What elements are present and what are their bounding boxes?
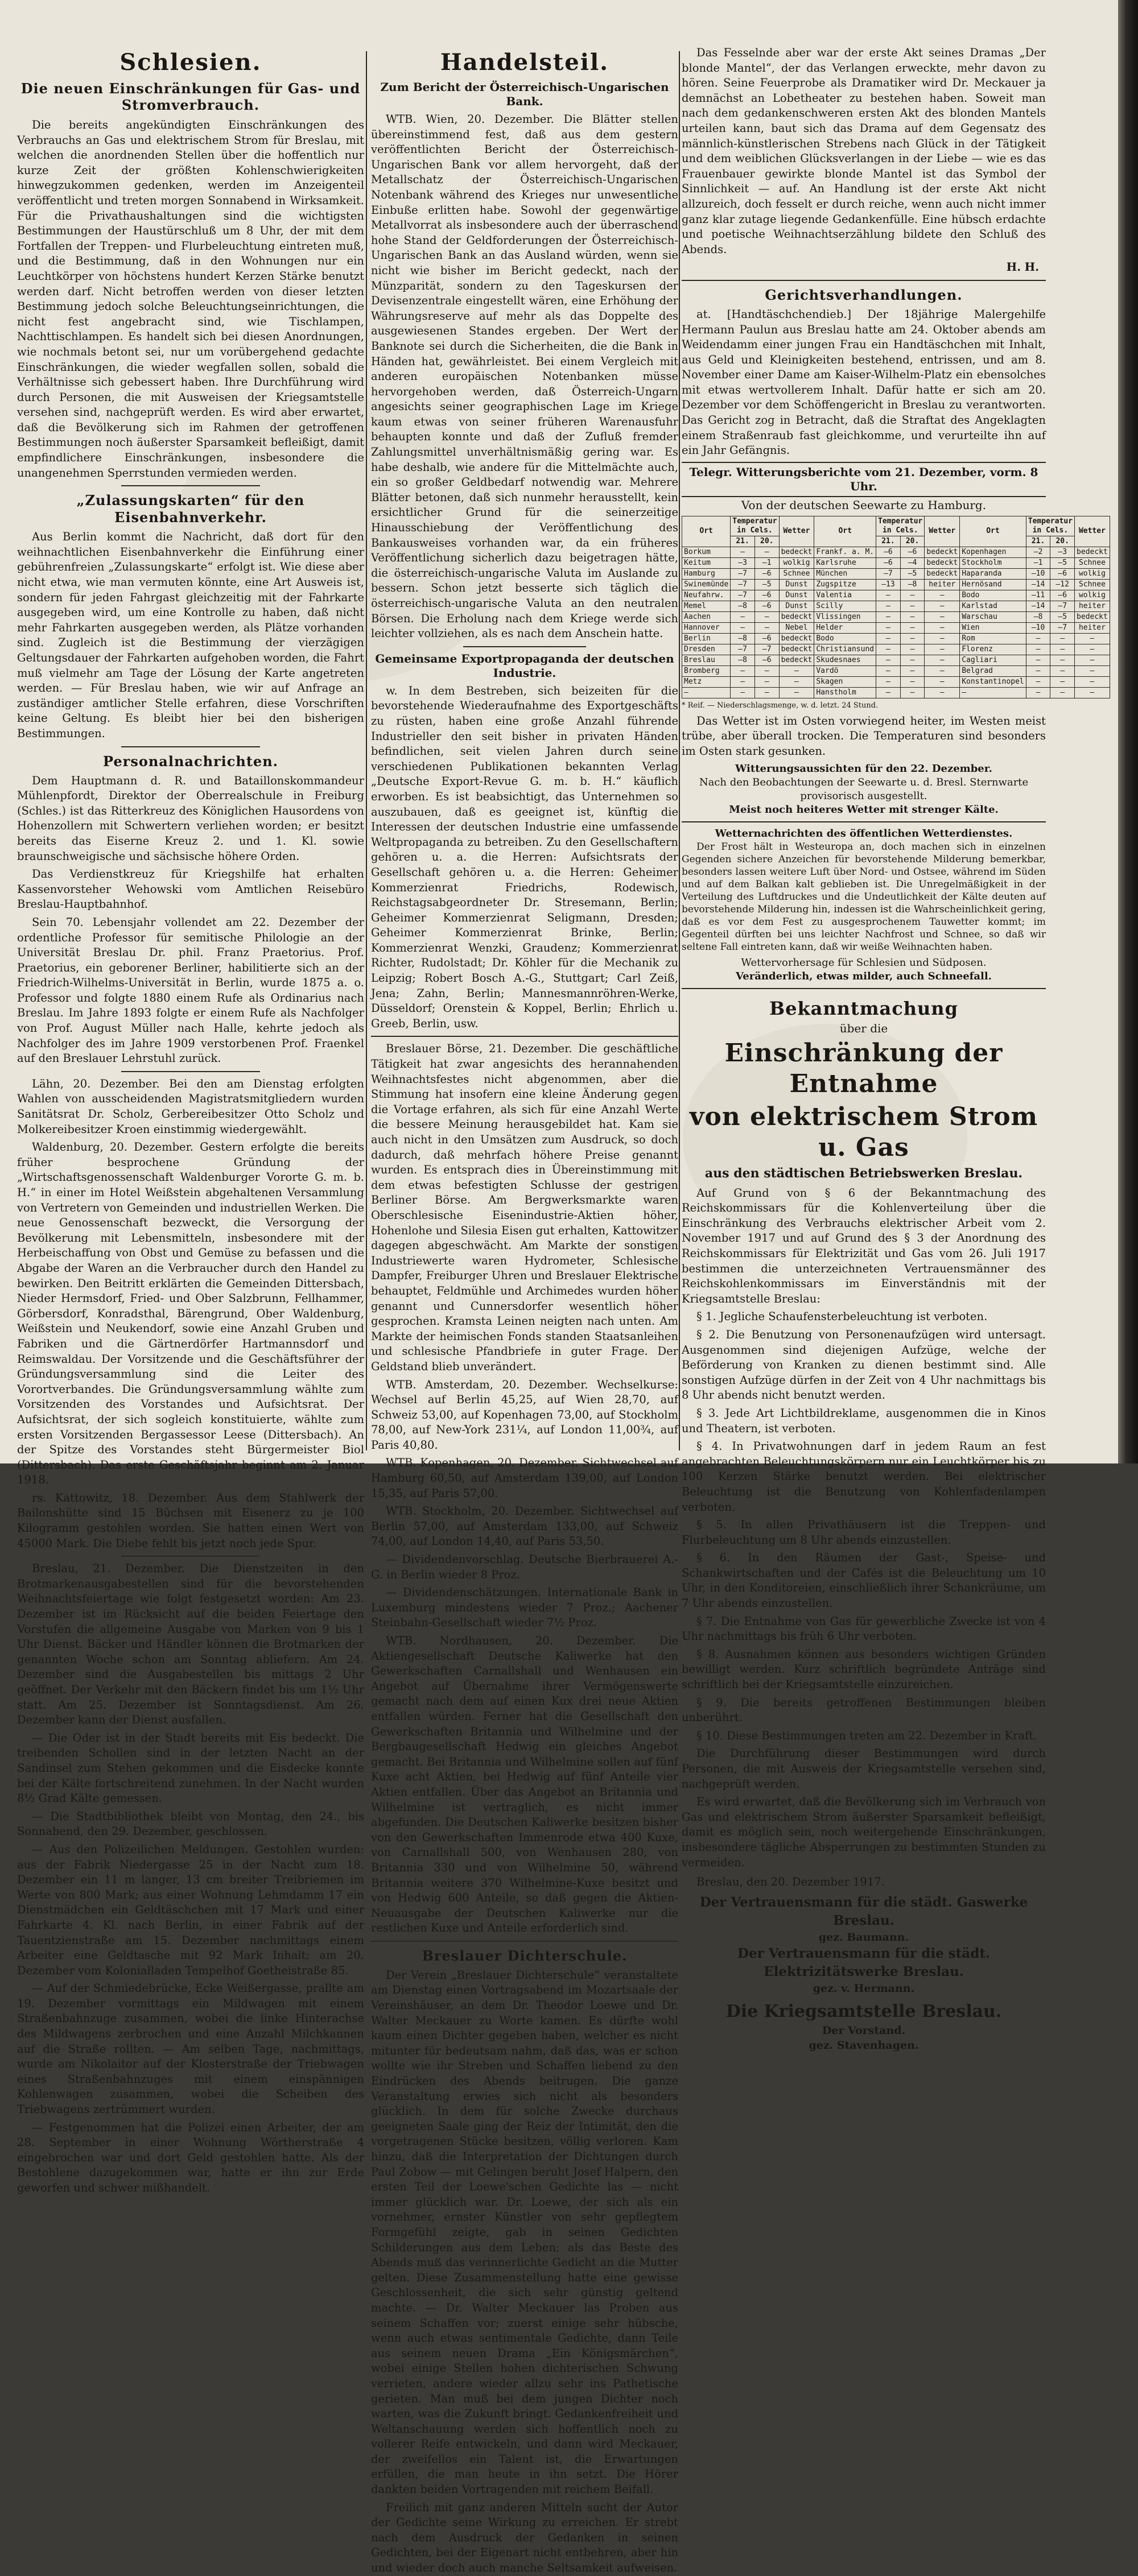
weather-place: Borkum bbox=[682, 547, 731, 557]
weather-condition: Schnee bbox=[1075, 579, 1110, 590]
weather-temperature: —14 bbox=[1026, 579, 1050, 590]
weather-place: Haparanda bbox=[960, 568, 1026, 579]
signature-gaswerke: Der Vertrauensmann für die städt. Gaswerke Breslau. bbox=[699, 1894, 1028, 1928]
weather-place: Memel bbox=[682, 601, 731, 611]
weather-temperature: — bbox=[900, 644, 925, 655]
weather-temperature: —2 bbox=[1026, 547, 1050, 557]
weather-temperature: — bbox=[876, 590, 901, 601]
weather-condition: Nebel bbox=[779, 622, 814, 633]
announcement-section: Die Durchführung dieser Bestimmungen wird durch Personen, die mit Ausweis der Kriegsamtstelle versehen sind, nachgeprüft werden. bbox=[682, 1747, 1046, 1791]
weather-temperature: —6 bbox=[754, 601, 779, 611]
weather-temperature: —8 bbox=[731, 655, 755, 665]
article-headline: Gemeinsame Exportpropaganda der deutschen Industrie. bbox=[375, 651, 674, 680]
weather-condition: — bbox=[779, 665, 814, 676]
weather-place: Bodo bbox=[814, 633, 876, 644]
weather-temperature: —7 bbox=[1050, 601, 1075, 611]
announcement-section: Es wird erwartet, daß die Bevölkerung sich im Verbrauch von Gas und elektrischem Strom äußerster Sparsamkeit befleißigt, damit es möglich sein, noch weitergehende Einschränkungen, insbesondere tägliche Absperrungen zu bestimmten Stunden zu vermeiden. bbox=[682, 1795, 1046, 1869]
article-paragraph: — Aus den Polizeilichen Meldungen. Gestohlen wurden: aus der Fabrik Niedergasse 25 in der Nacht zum 18. Dezember ein 11 m langer, 13 cm breiter Treibriemen im Werte von 800 Mark; aus einer Wohnung Lehmdamm 17 ein Dienstmädchen ein Geldtäschchen mit 17 Mark und einer Fahrkarte 4. Kl. nach Berlin, in einer Fabrik auf der Tauentzienstraße am 15. Dezember nachmittags einem Arbeiter eine Geldtasche mit 92 Mark Inhalt; am 20. Dezember vom Kolonialladen Tempelhof Goetheistraße 85. bbox=[17, 1842, 364, 1977]
weather-condition: Dunst bbox=[779, 601, 814, 611]
weather-condition: Dunst bbox=[779, 590, 814, 601]
weather-temperature: — bbox=[1050, 665, 1075, 676]
article-paragraph: — Dividendenvorschlag. Deutsche Bierbrauerei A.-G. in Berlin wieder 8 Proz. bbox=[371, 1553, 678, 1581]
weather-col-header: Wetter bbox=[925, 516, 960, 547]
announcement-ueber: über die bbox=[839, 1021, 888, 1035]
weather-row bbox=[682, 590, 1110, 601]
weather-place: Berlin bbox=[682, 633, 731, 644]
weather-title: Telegr. Witterungsberichte vom 21. Dezember, vorm. 8 Uhr. bbox=[682, 462, 1046, 497]
weather-place: Aachen bbox=[682, 611, 731, 622]
article-headline: Personalnachrichten. bbox=[103, 752, 278, 770]
weather-temperature: — bbox=[731, 622, 755, 633]
weather-place: Dresden bbox=[682, 644, 731, 655]
article-paragraph: — Dividendenschätzungen. Internationale Bank in Luxemburg mindestens wieder 7 Proz.; Aachener Steinbahn-Gesellschaft wieder 7½ Proz. bbox=[371, 1586, 678, 1630]
weather-place: Kopenhagen bbox=[960, 547, 1026, 557]
weather-temperature: — bbox=[1026, 676, 1050, 687]
article-paragraph: — Die Stadtbibliothek bleibt von Montag, den 24., bis Sonnabend, den 29. Dezember, geschlossen. bbox=[17, 1809, 364, 1838]
weather-temperature: — bbox=[900, 676, 925, 687]
article-paragraph: WTB. Kopenhagen, 20. Dezember. Sichtwechsel auf Hamburg 60,50, auf Amsterdam 139,00, auf London 15,35, auf Paris 57,00. bbox=[371, 1456, 678, 1500]
weather-condition: wolkig bbox=[1075, 590, 1110, 601]
weather-temperature: —3 bbox=[731, 557, 755, 568]
weather-row bbox=[682, 579, 1110, 590]
weather-temperature: — bbox=[876, 687, 901, 698]
divider bbox=[463, 646, 586, 647]
weather-condition: — bbox=[925, 611, 960, 622]
weather-col-header: Wetter bbox=[1075, 516, 1110, 547]
weather-source: Von der deutschen Seewarte zu Hamburg. bbox=[741, 498, 987, 512]
weather-temperature: — bbox=[1050, 633, 1075, 644]
weather-place: Konstantinopel bbox=[960, 676, 1026, 687]
weather-temperature: —5 bbox=[754, 579, 779, 590]
announcement-section: § 2. Die Benutzung von Personenaufzügen wird untersagt. Ausgenommen sind diejenigen Aufzüge, welche der Beförderung von Kranken zu dienen bestimmt sind. Alle sonstigen Aufzüge dürfen in der Zeit von 4 Uhr nachmittags bis 8 Uhr abends nicht benutzt werden. bbox=[682, 1328, 1046, 1402]
weather-condition: — bbox=[925, 676, 960, 687]
weather-temperature: — bbox=[900, 655, 925, 665]
weather-temperature: — bbox=[731, 687, 755, 698]
weather-place: Hernösand bbox=[960, 579, 1026, 590]
column-schlesien bbox=[17, 48, 364, 2194]
weather-subheader: 20. bbox=[1050, 536, 1075, 547]
weather-condition: bedeckt bbox=[779, 633, 814, 644]
weather-condition: wolkig bbox=[779, 557, 814, 568]
weather-col-header: Ort bbox=[814, 516, 876, 547]
weather-temperature: —14 bbox=[1026, 601, 1050, 611]
article-headline: „Zulassungskarten“ für den Eisenbahnverkehr. bbox=[76, 492, 305, 526]
weather-temperature: —6 bbox=[876, 547, 901, 557]
column-rule bbox=[366, 51, 367, 1450]
weather-row bbox=[682, 633, 1110, 644]
weather-row bbox=[682, 676, 1110, 687]
weather-temperature: —1 bbox=[754, 557, 779, 568]
section-title: Schlesien. bbox=[119, 49, 262, 76]
announcement-section: § 1. Jegliche Schaufensterbeleuchtung ist verboten. bbox=[696, 1310, 988, 1324]
weather-place: Florenz bbox=[960, 644, 1026, 655]
weather-temperature: — bbox=[900, 633, 925, 644]
weather-place: Breslau bbox=[682, 655, 731, 665]
weather-temperature: —1 bbox=[1026, 557, 1050, 568]
weather-temperature: —11 bbox=[1026, 590, 1050, 601]
weather-news-forecast: Wettervorhersage für Schlesien und Südposen. bbox=[741, 956, 987, 969]
weather-temperature: —6 bbox=[754, 590, 779, 601]
article-paragraph: WTB. Wien, 20. Dezember. Die Blätter stellen übereinstimmend fest, daß aus dem gestern veröffentlichten Bericht der Österreichisch-Ungarischen Bank vor allem hervorgeht, daß der Metallschatz der Österreichisch-Ungarischen Notenbank während des Krieges nur unwesentliche Einbuße erlitten habe. Sowohl der gegenwärtige Metallvorrat als insbesondere auch der überraschend hohe Stand der Geldforderungen der Österreichisch-Ungarischen Bank an das Ausland würden, wenn sie nicht wie bisher im Bericht gedeckt, nach der Münzparität, sondern zu den Tageskursen der Devisenzentrale eingestellt wären, eine Erhöhung der Währungsreserve auf mehr als das Doppelte des ausgewiesenen Standes ergeben. Der Wert der Banknote sei durch die Sicherheiten, die die Bank in Händen hat, gewährleistet. Bei einem Vergleich mit anderen europäischen Notenbanken müsse hervorgehoben werden, daß Österreich-Ungarn angesichts seiner geographischen Lage im Kriege kaum etwas von seiner früheren Warenausfuhr behaupten konnte und daß der Zufluß fremder Zahlungsmittel unverhältnismäßig gering war. Es habe deshalb, wie andere für die Mittelmächte auch, ein so großer Geldbedarf notwendig war. Mehrere Blätter betonen, daß sich nunmehr herausstellt, kein ersichtlicher Grund für die seinerzeitige Hinausschiebung der Veröffentlichung des Bankausweises vorhanden war, da ein früheres Veröffentlichung sicherlich dazu beigetragen hätte, die österreichisch-ungarische Valuta im Auslande zu bessern. Schon jetzt besserte sich täglich die österreichisch-ungarische Valuta an den neutralen Börsen. Die Erholung nach dem Kriege werde sich leichter vollziehen, als es nach dem Anschein hatte. bbox=[371, 113, 678, 640]
divider bbox=[371, 1036, 678, 1037]
announcement-headline: Einschränkung der Entnahme bbox=[724, 1038, 1003, 1098]
weather-col-header: Temperatur in Cels. bbox=[1026, 516, 1074, 536]
weather-temperature: —8 bbox=[731, 601, 755, 611]
article-paragraph: Lähn, 20. Dezember. Bei den am Dienstag erfolgten Wahlen von ausscheidenden Magistratsmitgliedern wurden Sanitätsrat Dr. Scholz, Gerbereibesitzer Otto Scholz und Molkereibesitzer Kroen einstimmig wiedergewählt. bbox=[17, 1077, 364, 1136]
weather-place: Bromberg bbox=[682, 665, 731, 676]
weather-temperature: —5 bbox=[1050, 557, 1075, 568]
weather-place: Skudesnaes bbox=[814, 655, 876, 665]
article-paragraph: Breslauer Börse, 21. Dezember. Die geschäftliche Tätigkeit hat zwar angesichts des herannahenden Weihnachtsfestes nicht abgenommen, aber die Stimmung hat insofern eine kleine Änderung gegen die Vortage erfahren, als sich für eine Anzahl Werte die bessere Meinung herausgebildet hat. Kam sie auch nicht in den Umsätzen zum Ausdruck, so doch dadurch, daß mehrfach höhere Preise genannt wurden. Es entsprach dies in Übereinstimmung mit dem etwas befestigten Schlusse der gestrigen Berliner Börse. Am Bergwerksmarkte waren Oberschlesische Eisenindustrie-Aktien höher, Hohenlohe und Silesia Eisen gut erhalten, Kattowitzer dagegen abgeschwächt. Am Markte der sonstigen Industriewerte waren Hydrometer, Schlesische Dampfer, Freiburger Uhren und Breslauer Elektrische behauptet, Feldmühle und Archimedes wurden höher genannt und Cunnersdorfer wesentlich höher gesprochen. Kramsta Leinen neigten nach unten. Am Markte der heimischen Fonds standen Staatsanleihen und schlesische Pfandbriefe in guter Frage. Der Geldstand blieb unverändert. bbox=[371, 1042, 678, 1373]
weather-place: Warschau bbox=[960, 611, 1026, 622]
weather-temperature: —12 bbox=[1050, 579, 1075, 590]
author-signature: H. H. bbox=[1006, 261, 1039, 274]
weather-temperature: — bbox=[876, 601, 901, 611]
weather-place: Hanstholm bbox=[814, 687, 876, 698]
column-right bbox=[682, 46, 1108, 2052]
signature-elektrizitaetswerke: Der Vertrauensmann für die städt. Elektrizitätswerke Breslau. bbox=[737, 1945, 990, 1979]
weather-temperature: —8 bbox=[1026, 611, 1050, 622]
weather-temperature: — bbox=[1050, 687, 1075, 698]
weather-place: Metz bbox=[682, 676, 731, 687]
weather-condition: heiter bbox=[1075, 601, 1110, 611]
weather-temperature: — bbox=[1050, 644, 1075, 655]
article-paragraph: at. [Handtäschchendieb.] Der 18jährige Malergehilfe Hermann Paulun aus Breslau hatte am 24. Oktober abends am Weidendamm einer jungen Frau ein Handtäschchen mit Inhalt, aus Geld und Kleinigkeiten bestehend, entrissen, und am 8. November einer Dame am Kaiser-Wilhelm-Platz ein ebensolches mit etwas wertvollerem Inhalt. Dafür hatte er sich am 20. Dezember vor dem Schöffengericht in Breslau zu verantworten. Das Gericht zog in Betracht, daß die Straftat des Angeklagten einem Straßenraub fast gleichkomme, und verurteilte ihn auf ein Jahr Gefängnis. bbox=[682, 307, 1046, 457]
weather-condition: bedeckt bbox=[1075, 547, 1110, 557]
weather-description: Das Wetter ist im Osten vorwiegend heiter, im Westen meist trübe, aber überall trocken. Die Temperaturen sind besonders im Osten stark gesunken. bbox=[682, 714, 1046, 758]
weather-subheader: 20. bbox=[900, 536, 925, 547]
article-paragraph: w. In dem Bestreben, sich beizeiten für die bevorstehende Wiederaufnahme des Exportgeschäfts zu rüsten, haben eine große Anzahl führende Industrieller den seit bisher in privaten Händen befindlichen, seit vielen Jahren durch seine verschiedenen Publikationen bekannten Verlag „Deutsche Export-Revue G. m. b. H.“ käuflich erworben. Es ist beabsichtigt, das Unternehmen so auszubauen, daß es geeignet ist, künftig die Interessen der deutschen Industrie eine umfassende Weltpropaganda zu betreiben. Zu den Gesellschaftern gehören u. a. die Herren: Aufsichtsrats der Gesellschaft gehören u. a. die Herren: Geheimer Kommerzienrat Friedrichs, Rodewisch, Reichstagsabgeordneter Dr. Stresemann, Berlin; Geheimer Kommerzienrat Seligmann, Dresden; Geheimer Kommerzienrat Brinke, Berlin; Kommerzienrat Wenzki, Graudenz; Kommerzienrat Richter, Rudolstadt; Dr. Köhler für die Mechanik zu Leipzig; Robert Bosch A.-G., Stuttgart; Carl Zeiß, Jena; Zahn, Berlin; Mannesmannröhren-Werke, Düsseldorf; Orenstein & Koppel, Berlin; Ehrlich u. Greeb, Berlin, usw. bbox=[371, 684, 678, 1030]
weather-condition: — bbox=[925, 665, 960, 676]
column-handelsteil bbox=[371, 48, 678, 2575]
weather-condition: — bbox=[925, 687, 960, 698]
weather-condition: bedeckt bbox=[779, 547, 814, 557]
weather-header-row bbox=[682, 516, 1110, 536]
article-paragraph: Freilich mit ganz anderen Mitteln sucht der Autor der Gedichte seine Wirkung zu erreichen. Er strebt nach dem Ausdruck der Gedanken in seinen Gedichten, bei der Eigenart nicht entbehren, aber hin und wieder doch auch manche Seltsamkeit aufweisen. bbox=[371, 2500, 678, 2575]
weather-temperature: —8 bbox=[731, 633, 755, 644]
weather-condition: bedeckt bbox=[925, 547, 960, 557]
weather-row bbox=[682, 547, 1110, 557]
article-paragraph: WTB. Amsterdam, 20. Dezember. Wechselkurse: Wechsel auf Berlin 45,25, auf Wien 28,70, auf Schweiz 53,00, auf Kopenhagen 73,00, auf Stockholm 78,00, auf New-York 231¼, auf London 11,00¾, auf Paris 40,80. bbox=[371, 1378, 678, 1452]
article-paragraph: — Auf der Schmiedebrücke, Ecke Weißergasse, prallte am 19. Dezember vormittags ein Mildwagen mit einem Straßenbahnzuge zusammen, wobei die linke Hinterachse des Mildwagens zerbrochen und eine Anzahl Milchkannen auf die Straße rollten. — Am selben Tage, nachmittags, wurde am Nikolaitor auf der Klosterstraße der Triebwagen eines Straßenbahnzuges mit einem einspännigen Kohlenwagen zusammen, wobei die Scheiben des Triebwagens zertrümmert wurden. bbox=[17, 1982, 364, 2116]
weather-condition: Dunst bbox=[779, 579, 814, 590]
divider bbox=[121, 1556, 260, 1557]
weather-temperature: — bbox=[876, 622, 901, 633]
weather-temperature: —6 bbox=[754, 568, 779, 579]
weather-row bbox=[682, 644, 1110, 655]
weather-news-forecast-text: Veränderlich, etwas milder, auch Schneefall. bbox=[735, 970, 992, 982]
weather-row bbox=[682, 665, 1110, 676]
section-title: Handelsteil. bbox=[440, 49, 609, 76]
weather-place: Scilly bbox=[814, 601, 876, 611]
weather-temperature: —10 bbox=[1026, 568, 1050, 579]
article-headline: Gerichtsverhandlungen. bbox=[765, 286, 963, 303]
article-paragraph: Waldenburg, 20. Dezember. Gestern erfolgte die bereits früher besprochene Gründung der „Wirtschaftsgenossenschaft Waldenburger Vororte G. m. b. H.“ in einer im Hotel Weißstein abgehaltenen Versammlung von Vertretern von Gemeinden und industriellen Werken. Die neue Genossenschaft bezweckt, die Versorgung der Bevölkerung mit Lebensmitteln, insbesondere mit der Herbeischaffung von Obst und Gemüse zu befassen und die Abgabe der Waren an die Verbraucher durch den Handel zu bewirken. Den Beitritt erklärten die Gemeinden Dittersbach, Nieder Hermsdorf, Fried- und Ober Salzbrunn, Fellhammer, Görbersdorf, Konradsthal, Bärengrund, Ober Waldenburg, Weißstein und Neukendorf, sowie eine Anzahl Gruben und Fabriken und die Gärtnerdörfer Hartmannsdorf und Reimswaldau. Der Vorsitzende und die Geschäftsführer der Gründungsversammlung sind die Leiter des Vorortverbandes. Die Gründungsversammlung wählte zum Vorsitzenden des Vorstandes und Aufsichtsrat. Der Aufsichtsrat, der sich sogleich konstituierte, wählte zum ersten Vorsitzenden Bergassessor Leese (Dittersbach). An der Spitze des Vorstandes steht Bürgermeister Biol (Dittersbach). Das erste Geschäftsjahr beginnt am 2. Januar 1918. bbox=[17, 1140, 364, 1487]
article-headline: Die neuen Einschränkungen für Gas- und Stromverbrauch. bbox=[20, 80, 361, 113]
weather-temperature: — bbox=[876, 644, 901, 655]
weather-temperature: — bbox=[754, 676, 779, 687]
weather-condition: heiter bbox=[1075, 622, 1110, 633]
divider bbox=[682, 280, 1046, 281]
weather-temperature: —13 bbox=[876, 579, 901, 590]
binding-edge bbox=[1118, 0, 1138, 1463]
article-paragraph: Aus Berlin kommt die Nachricht, daß dort für den weihnachtlichen Eisenbahnverkehr die Einführung einer gebührenfreien „Zulassungskarte“ erfolgt ist. Wie diese aber nicht etwa, wie man vermuten könnte, eine Art Ausweis ist, sondern für jeden Fahrgast gleichzeitig mit der Fahrkarte ausgegeben wird, um eine Kontrolle zu haben, daß nicht mehr Fahrkarten ausgegeben werden, als Plätze vorhanden sind. Zugleich ist die Bestimmung der vierzägigen Geltungsdauer der Fahrkarten aufgehoben worden, die Fahrt muß vielmehr am Tage der Lösung der Karte angetreten werden. — Für Breslau haben, wie wir auf Anfrage an zuständiger amtlicher Stelle erfahren, diese Vorschriften keine Geltung. Es bleibt hier bei den bisherigen Bestimmungen. bbox=[17, 530, 364, 740]
weather-place: Hannover bbox=[682, 622, 731, 633]
weather-temperature: —7 bbox=[731, 644, 755, 655]
announcement-sections bbox=[682, 1309, 1046, 1870]
weather-temperature: — bbox=[876, 676, 901, 687]
weather-temperature: — bbox=[1050, 676, 1075, 687]
weather-condition: bedeckt bbox=[925, 557, 960, 568]
weather-place: Helder bbox=[814, 622, 876, 633]
weather-table bbox=[682, 516, 1110, 698]
weather-temperature: — bbox=[1026, 687, 1050, 698]
weather-condition: — bbox=[925, 622, 960, 633]
weather-col-header: Ort bbox=[960, 516, 1026, 547]
article-paragraph: Die bereits angekündigten Einschränkungen des Verbrauchs an Gas und elektrischem Strom für Breslau, mit welchen die anordnenden Stellen über die hoffentlich nur kurze Zeit der größten Kohlenschwierigkeiten hinwegzukommen gedenken, werden im Anzeigenteil veröffentlicht und treten morgen Sonnabend in Wirksamkeit. Für die Privathaushaltungen sind die wichtigsten Bestimmungen der Haustürschluß um 8 Uhr, der mit dem Fortfallen der Treppen- und Flurbeleuchtung eintreten muß, und die Bestimmung, daß in den Wohnungen nur ein Leuchtkörper von höchstens hundert Kerzen Stärke benutzt werden darf. Nicht betroffen werden von dieser letzten Bestimmung jedoch solche Beleuchtungseinrichtungen, die nicht fest angebracht sind, wie Tischlampen, Nachttischlampen. Es handelt sich bei diesen Anordnungen, wie nochmals betont sei, nur um vorübergehend gedachte Einschränkungen, die wieder wegfallen sollen, sobald die Verhältnisse sich gebessert haben. Ihre Durchführung wird durch Personen, die mit Ausweisen der Kriegsamtstelle versehen sind, nachgeprüft werden. Es wird aber erwartet, daß die Bevölkerung sich im Rahmen der getroffenen Bestimmungen noch äußerster Sparsamkeit befleißigt, damit empfindlichere Einschränkungen, insbesondere die unangenehmen Sperrstunden vermieden werden. bbox=[17, 118, 364, 479]
divider bbox=[121, 1071, 260, 1072]
article-paragraph: Das Fesselnde aber war der erste Akt seines Dramas „Der blonde Mantel“, der das Verlangen erweckte, mehr davon zu hören. Seine Feuerprobe als Dramatiker wird Dr. Meckauer ja demnächst an Lobetheater zu bestehen haben. Soweit man nach dem gedankenschweren ersten Akt des blonden Mantels urteilen kann, baut sich das Drama auf dem Gegensatz des männlich-künstlerischen Strebens nach Glück in der Tätigkeit und dem weiblichen Glücksverlangen in der Liebe — wie es das Frauenbauer gewirkte blonde Mantel ist das Symbol der Sinnlichkeit — auf. An Handlung ist der erste Akt nicht allzureich, doch fesselt er durch reiche, wenn auch nicht immer ganz klar zutage liegende Gedankenfülle. Eine hübsch erdachte und poetische Weihnachtserzählung bildete den Schluß des Abends. bbox=[682, 46, 1046, 256]
weather-temperature: —7 bbox=[731, 590, 755, 601]
article-headline: Zum Bericht der Österreichisch-Ungarischen Bank. bbox=[380, 80, 669, 108]
weather-condition: — bbox=[1075, 676, 1110, 687]
divider bbox=[371, 1941, 678, 1942]
signature-name: gez. v. Hermann. bbox=[813, 1982, 915, 1995]
weather-place: Karlsruhe bbox=[814, 557, 876, 568]
weather-condition: bedeckt bbox=[1075, 611, 1110, 622]
announcement-date: Breslau, den 20. Dezember 1917. bbox=[696, 1875, 885, 1889]
weather-temperature: —6 bbox=[1050, 568, 1075, 579]
weather-subheader: 20. bbox=[754, 536, 779, 547]
weather-place: Cagliari bbox=[960, 655, 1026, 665]
article-paragraph: WTB. Stockholm, 20. Dezember. Sichtwechsel auf Berlin 57,00, auf Amsterdam 133,00, auf Schweiz 74,00, auf London 14,40, auf Paris 53,50. bbox=[371, 1504, 678, 1548]
weather-temperature: —5 bbox=[900, 568, 925, 579]
announcement-intro: Auf Grund von § 6 der Bekanntmachung des Reichskommissars für die Kohlenverteilung über die Einschränkung des Verbrauchs elektrischer Arbeit vom 2. November 1917 und auf Grund des § 3 der Anordnung des Reichskommissars für Elektrizität und Gas vom 26. Juli 1917 bestimmen die unterzeichneten Vertrauensmänner des Reichskohlenkommissars im Einverständnis mit der Kriegsamtstelle Breslau: bbox=[682, 1186, 1046, 1305]
announcement-title: Bekanntmachung bbox=[769, 997, 958, 1019]
weather-temperature: — bbox=[900, 622, 925, 633]
signature-kriegsamtstelle: Die Kriegsamtstelle Breslau. bbox=[725, 2001, 1002, 2021]
article-headline: Breslauer Dichterschule. bbox=[422, 1947, 628, 1964]
weather-row bbox=[682, 655, 1110, 665]
weather-condition: Schnee bbox=[1075, 557, 1110, 568]
weather-temperature: — bbox=[1026, 633, 1050, 644]
weather-temperature: — bbox=[876, 611, 901, 622]
weather-temperature: — bbox=[754, 622, 779, 633]
forecast-title: Witterungsaussichten für den 22. Dezember. bbox=[735, 762, 992, 775]
weather-condition: bedeckt bbox=[779, 644, 814, 655]
weather-place: Karlstad bbox=[960, 601, 1026, 611]
weather-temperature: — bbox=[731, 665, 755, 676]
weather-place: — bbox=[960, 687, 1026, 698]
divider bbox=[121, 746, 260, 747]
weather-condition: — bbox=[925, 601, 960, 611]
weather-temperature: — bbox=[900, 590, 925, 601]
divider bbox=[121, 485, 260, 486]
weather-place: Skagen bbox=[814, 676, 876, 687]
weather-temperature: — bbox=[900, 601, 925, 611]
announcement-section: § 4. In Privatwohnungen darf in jedem Raum an fest angebrachten Beleuchtungskörpern nur ein Leuchtkörper bis zu 100 Kerzen Stärke benutzt werden. Bei elektrischer Beleuchtung ist die Benutzung von Kohlenfadenlampen verboten. bbox=[682, 1440, 1046, 1514]
weather-place: Hamburg bbox=[682, 568, 731, 579]
weather-place: Belgrad bbox=[960, 665, 1026, 676]
weather-condition: — bbox=[1075, 644, 1110, 655]
weather-place: Stockholm bbox=[960, 557, 1026, 568]
weather-condition: heiter bbox=[925, 579, 960, 590]
weather-place: Vardö bbox=[814, 665, 876, 676]
weather-temperature: — bbox=[754, 547, 779, 557]
weather-condition: — bbox=[925, 590, 960, 601]
signature-board: Der Vorstand. bbox=[822, 2024, 906, 2037]
weather-subheader: 21. bbox=[731, 536, 755, 547]
weather-temperature: — bbox=[1026, 644, 1050, 655]
weather-temperature: —8 bbox=[900, 579, 925, 590]
announcement-headline: von elektrischem Strom u. Gas bbox=[689, 1102, 1038, 1162]
article-paragraph: rs. Kattowitz, 18. Dezember. Aus dem Stahlwerk der Bailonshütte sind 15 Büchsen mit Eisenerz zu je 100 Kilogramm gestohlen worden. Sie hatten einen Wert von 45000 Mark. Die Diebe fehlt bis jetzt noch jede Spur. bbox=[17, 1491, 364, 1550]
announcement-source: aus den städtischen Betriebswerken Breslau. bbox=[704, 1165, 1023, 1181]
weather-temperature: — bbox=[731, 676, 755, 687]
announcement-section: § 10. Diese Bestimmungen treten am 22. Dezember in Kraft. bbox=[696, 1729, 1037, 1742]
weather-col-header: Temperatur in Cels. bbox=[731, 516, 779, 536]
weather-temperature: — bbox=[876, 665, 901, 676]
weather-condition: — bbox=[925, 644, 960, 655]
weather-condition: Schnee bbox=[779, 568, 814, 579]
weather-footnote: * Reif. — Niederschlagsmenge, w. d. letzt. 24 Stund. bbox=[682, 701, 879, 710]
weather-temperature: — bbox=[754, 665, 779, 676]
weather-row bbox=[682, 622, 1110, 633]
signature-name: gez. Stavenhagen. bbox=[809, 2039, 919, 2052]
weather-temperature: —6 bbox=[900, 547, 925, 557]
article-paragraph: Dem Hauptmann d. R. und Bataillonskommandeur Mühlenpfordt, Direktor der Oberrealschule in Freiburg (Schles.) ist das Ritterkreuz des Königlichen Hausordens von Hohenzollern mit Schwertern verliehen worden; er besitzt bereits das Eiserne Kreuz 2. und 1. Kl. sowie braunschweigische und sächsische höhere Orden. bbox=[17, 774, 364, 863]
forecast-text: Meist noch heiteres Wetter mit strenger Kälte. bbox=[729, 803, 999, 816]
weather-temperature: — bbox=[900, 687, 925, 698]
divider bbox=[682, 821, 1046, 822]
weather-temperature: —6 bbox=[1050, 590, 1075, 601]
weather-temperature: — bbox=[754, 611, 779, 622]
weather-condition: — bbox=[925, 633, 960, 644]
weather-temperature: —6 bbox=[754, 655, 779, 665]
weather-place: Wien bbox=[960, 622, 1026, 633]
article-paragraph: — Die Oder ist in der Stadt bereits mit Eis bedeckt. Die treibenden Schollen sind in der letzten Nacht an der Sandinsel zum Stehen gekommen und die Eisdecke konnte bei der Kälte fortschreitend zunehmen. In der Nacht wurden 8½ Grad Kälte gemessen. bbox=[17, 1731, 364, 1805]
weather-subheader-row bbox=[682, 536, 1110, 547]
weather-temperature: —10 bbox=[1026, 622, 1050, 633]
announcement-section: § 7. Die Entnahme von Gas für gewerbliche Zwecke ist von 4 Uhr nachmittags bis früh 6 Uhr verboten. bbox=[682, 1614, 1046, 1643]
weather-place: Rom bbox=[960, 633, 1026, 644]
weather-subheader: 21. bbox=[876, 536, 901, 547]
weather-temperature: — bbox=[754, 687, 779, 698]
weather-row bbox=[682, 601, 1110, 611]
weather-place: Vlissingen bbox=[814, 611, 876, 622]
divider bbox=[682, 988, 1046, 989]
article-paragraph: Breslau, 21. Dezember. Die Dienstzeiten in den Brotmarkenausgabestellen sind für die bevorstehenden Weihnachtsfeiertage wie folgt festgesetzt worden: Am 23. Dezember ist im Rücksicht auf die beiden Feiertage den Vorstufen die allgemeine Ausgabe von Marken von 9 bis 1 Uhr Dienst. Bäcker und Händler können die Brotmarken der genannten Woche schon am Sonntag abliefern. Am 24. Dezember sind die Ausgabestellen bis mittags 2 Uhr geöffnet. Der Verkehr mit den Bäckern findet bis um 1½ Uhr statt. Am 25. Dezember ist Sonntagsdienst. Am 26. Dezember kann der Dienst ausfallen. bbox=[17, 1562, 364, 1727]
weather-place: Keitum bbox=[682, 557, 731, 568]
article-paragraph: Das Verdienstkreuz für Kriegshilfe hat erhalten Kassenvorsteher Wehowski vom Amtlichen Reisebüro Breslau-Hauptbahnhof. bbox=[17, 867, 364, 911]
weather-news-text: Der Frost hält in Westeuropa an, doch machen sich in einzelnen Gegenden sichere Anzeichen für bevorstehende Milderung bemerkbar, besonders lassen weitere Luft über Nord- und Ostsee, während im Süden und auf dem Balkan kalt geblieben ist. Die Unregelmäßigkeit in der Verteilung des Luftdruckes und die Undeutlichkeit der Kälte deuten auf bevorstehende Milderung hin, indessen ist die Wahrscheinlichkeit gering, daß es vor dem Fest zu ausgesprochenem Tauwetter kommt; im Gegenteil dürften bei uns leichter Nachfrost und Schnee, so daß wir seltene Fall eintreten kann, daß wir weiße Weihnachten haben. bbox=[682, 841, 1046, 953]
weather-place: Swinemünde bbox=[682, 579, 731, 590]
weather-condition: bedeckt bbox=[779, 655, 814, 665]
weather-row bbox=[682, 568, 1110, 579]
weather-news-title: Wetternachrichten des öffentlichen Wetterdienstes. bbox=[715, 827, 1013, 840]
weather-condition: — bbox=[1075, 655, 1110, 665]
weather-place: Zugspitze bbox=[814, 579, 876, 590]
article-paragraph: — Festgenommen hat die Polizei einen Arbeiter, der am 28. September in einer Wohnung Wörtherstraße 4 eingebrochen war und dort Geld gestohlen hatte. Als der Bestohlene dazugekommen war, hatte er ihn zur Erde geworfen und schwer mißhandelt. bbox=[17, 2120, 364, 2194]
weather-place: Valentia bbox=[814, 590, 876, 601]
weather-condition: wolkig bbox=[1075, 568, 1110, 579]
weather-condition: — bbox=[779, 687, 814, 698]
weather-temperature: —7 bbox=[1050, 622, 1075, 633]
weather-place: München bbox=[814, 568, 876, 579]
weather-row bbox=[682, 687, 1110, 698]
article-paragraph: WTB. Nordhausen, 20. Dezember. Die Aktiengesellschaft Deutsche Kaliwerke hat den Gewerkschaften Carnallshall und Wenhausen ein Angebot auf Übernahme ihrer Vermögenswerte gemacht nach dem auf einen Kux drei neue Aktien entfallen würden. Ferner hat die Gesellschaft den Gewerkschaften Britannia und Wilhelmine und der Bergbaugesellschaft Hedwig ein gleiches Angebot gemacht. Bei Britannia und Wilhelmine sollen auf fünf Kuxe acht Aktien, bei Hedwig auf fünf Anteile vier Aktien entfallen. Über das Angebot an Britannia und Wilhelmine ist vertraglich, es nicht immer abgefunden. Die Deutschen Kaliwerke besitzen bisher von den Gewerkschaften Immenrode etwa 400 Kuxe, von Carnallshall 500, von Wenhausen 280, von Britannia 330 und von Wilhelmine 50, während Britannia weitere 370 Wilhelmine-Kuxe besitzt und von Hedwig 600 Anteile, so daß gegen die Aktien-Neuausgabe der Deutschen Kaliwerke nur die restlichen Kuxe und Anteile erforderlich sind. bbox=[371, 1634, 678, 1935]
announcement-section: § 9. Die bereits getroffenen Bestimmungen bleiben unberührt. bbox=[682, 1696, 1046, 1725]
weather-temperature: — bbox=[900, 665, 925, 676]
weather-temperature: — bbox=[731, 547, 755, 557]
weather-place: — bbox=[682, 687, 731, 698]
column-rule bbox=[679, 51, 680, 1450]
weather-row bbox=[682, 611, 1110, 622]
weather-place: Frankf. a. M. bbox=[814, 547, 876, 557]
weather-condition: bedeckt bbox=[925, 568, 960, 579]
weather-condition: — bbox=[925, 655, 960, 665]
weather-temperature: —6 bbox=[754, 633, 779, 644]
weather-temperature: — bbox=[1026, 655, 1050, 665]
weather-row bbox=[682, 557, 1110, 568]
weather-place: Neufahrw. bbox=[682, 590, 731, 601]
weather-condition: — bbox=[1075, 633, 1110, 644]
weather-condition: bedeckt bbox=[779, 611, 814, 622]
weather-subheader: 21. bbox=[1026, 536, 1050, 547]
announcement-section: § 6. In den Räumen der Gast-, Speise- und Schankwirtschaften und der Cafés ist die Beleuchtung um 10 Uhr, in den Konditoreien, einschließlich ihrer Schankräume, um 7 Uhr abends einzustellen. bbox=[682, 1551, 1046, 1610]
weather-col-header: Wetter bbox=[779, 516, 814, 547]
weather-temperature: —6 bbox=[876, 557, 901, 568]
weather-condition: — bbox=[779, 676, 814, 687]
weather-condition: — bbox=[1075, 687, 1110, 698]
weather-temperature: — bbox=[731, 611, 755, 622]
weather-temperature: —5 bbox=[1050, 611, 1075, 622]
weather-temperature: —7 bbox=[876, 568, 901, 579]
announcement-section: § 3. Jede Art Lichtbildreklame, ausgenommen die in Kinos und Theatern, ist verboten. bbox=[682, 1406, 1046, 1435]
weather-table-body bbox=[682, 547, 1110, 698]
article-paragraph: Der Verein „Breslauer Dichterschule“ veranstaltete am Dienstag einen Vortragsabend im Mozartsaale der Vereinshäuser, an dem Dr. Theodor Loewe und Dr. Walter Meckauer zu Worte kamen. Es dürfte wohl kaum einen Dichter gegeben haben, welcher es nicht mitunter für bedeutsam nahm, daß das, was er schon wollte wie ihr Streben und Schaffen liebend zu den Eindrücken des Abends beitrugen. Die ganze Veranstaltung erwies sich nicht als besonders glücklich. In dem für solche Zwecke durchaus geeigneten Saale ging der Reiz der Intimität, den die vorgetragenen Stücke besitzen, völlig verloren. Kam hinzu, daß die Interpretation der Dichtungen durch Paul Zobow — mit Gelingen beruht Josef Halpern, den ersten Teil der Loewe'schen Gedichte las — nicht immer glücklich war. Dr. Loewe, der sich als ein vornehmer, ernster Künstler von sehr gepflegtem Formgefühl zeigte, gab in seinen Gedichten Schilderungen aus dem Leben; als das Beste des Abends muß das verinnerlichte Gedicht an die Mutter gelten. Diese Zusammenstellung hatte eine gewisse Geschlossenheit, die sich sehr günstig geltend machte. — Dr. Walter Meckauer las Proben aus seinem Schaffen vor; zuerst einige sehr hübsche, wenn auch etwas sentimentale Gedichte, dann Teile aus seinem neuen Drama „Ein Königsmärchen“, wobei einige Stellen hohen dichterischen Schwung verrieten, andere wieder allzu sehr ins Pathetische gerieten. Man muß bei dem jungen Dichter noch warten, was die Zukunft bringt. Gedankenfreiheit und Weltanschauung werden sich hoffentlich noch zu vollerer Reife entwickeln, und dann wird Meckauer, der zweifellos ein Talent ist, die Erwartungen erfüllen, die man heute in ihn setzt. Die Hörer dankten beiden Vortragenden mit reichem Beifall. bbox=[371, 1968, 678, 2496]
announcement-section: § 5. In allen Privathäusern ist die Treppen- und Flurbeleuchtung um 8 Uhr abends einzustellen. bbox=[682, 1518, 1046, 1547]
weather-temperature: —7 bbox=[731, 568, 755, 579]
weather-temperature: —7 bbox=[754, 644, 779, 655]
weather-temperature: — bbox=[900, 611, 925, 622]
weather-temperature: —4 bbox=[900, 557, 925, 568]
signature-name: gez. Baumann. bbox=[818, 1930, 909, 1944]
weather-temperature: —3 bbox=[1050, 547, 1075, 557]
weather-temperature: — bbox=[876, 633, 901, 644]
weather-condition: — bbox=[1075, 665, 1110, 676]
weather-col-header: Temperatur in Cels. bbox=[876, 516, 925, 536]
announcement-section: § 8. Ausnahmen können aus besonders wichtigen Gründen bewilligt werden. Kurz schriftlich begründete Anträge sind schriftlich bei der Kriegsamtstelle einzureichen. bbox=[682, 1647, 1046, 1692]
weather-col-header: Ort bbox=[682, 516, 731, 547]
weather-temperature: —7 bbox=[731, 579, 755, 590]
forecast-source: Nach den Beobachtungen der Seewarte u. d. Bresl. Sternwarte provisorisch ausgestellt. bbox=[699, 776, 1029, 802]
weather-temperature: — bbox=[876, 655, 901, 665]
weather-place: Bodo bbox=[960, 590, 1026, 601]
weather-temperature: — bbox=[1026, 665, 1050, 676]
article-paragraph: Sein 70. Lebensjahr vollendet am 22. Dezember der ordentliche Professor für semitische Philologie an der Universität Breslau Dr. phil. Franz Praetorius. Prof. Praetorius, ein geborener Berliner, habilitierte sich an der Friedrich-Wilhelms-Universität in Berlin, wurde 1875 a. o. Professor und folgte 1880 einem Rufe als Ordinarius nach Breslau. Im Jahre 1893 folgte er einem Rufe als Nachfolger von Prof. August Müller nach Halle, kehrte jedoch als Nachfolger des im Jahre 1909 verstorbenen Prof. Fraenkel auf den Breslauer Lehrstuhl zurück. bbox=[17, 915, 364, 1065]
weather-temperature: — bbox=[1050, 655, 1075, 665]
weather-place: Christiansund bbox=[814, 644, 876, 655]
